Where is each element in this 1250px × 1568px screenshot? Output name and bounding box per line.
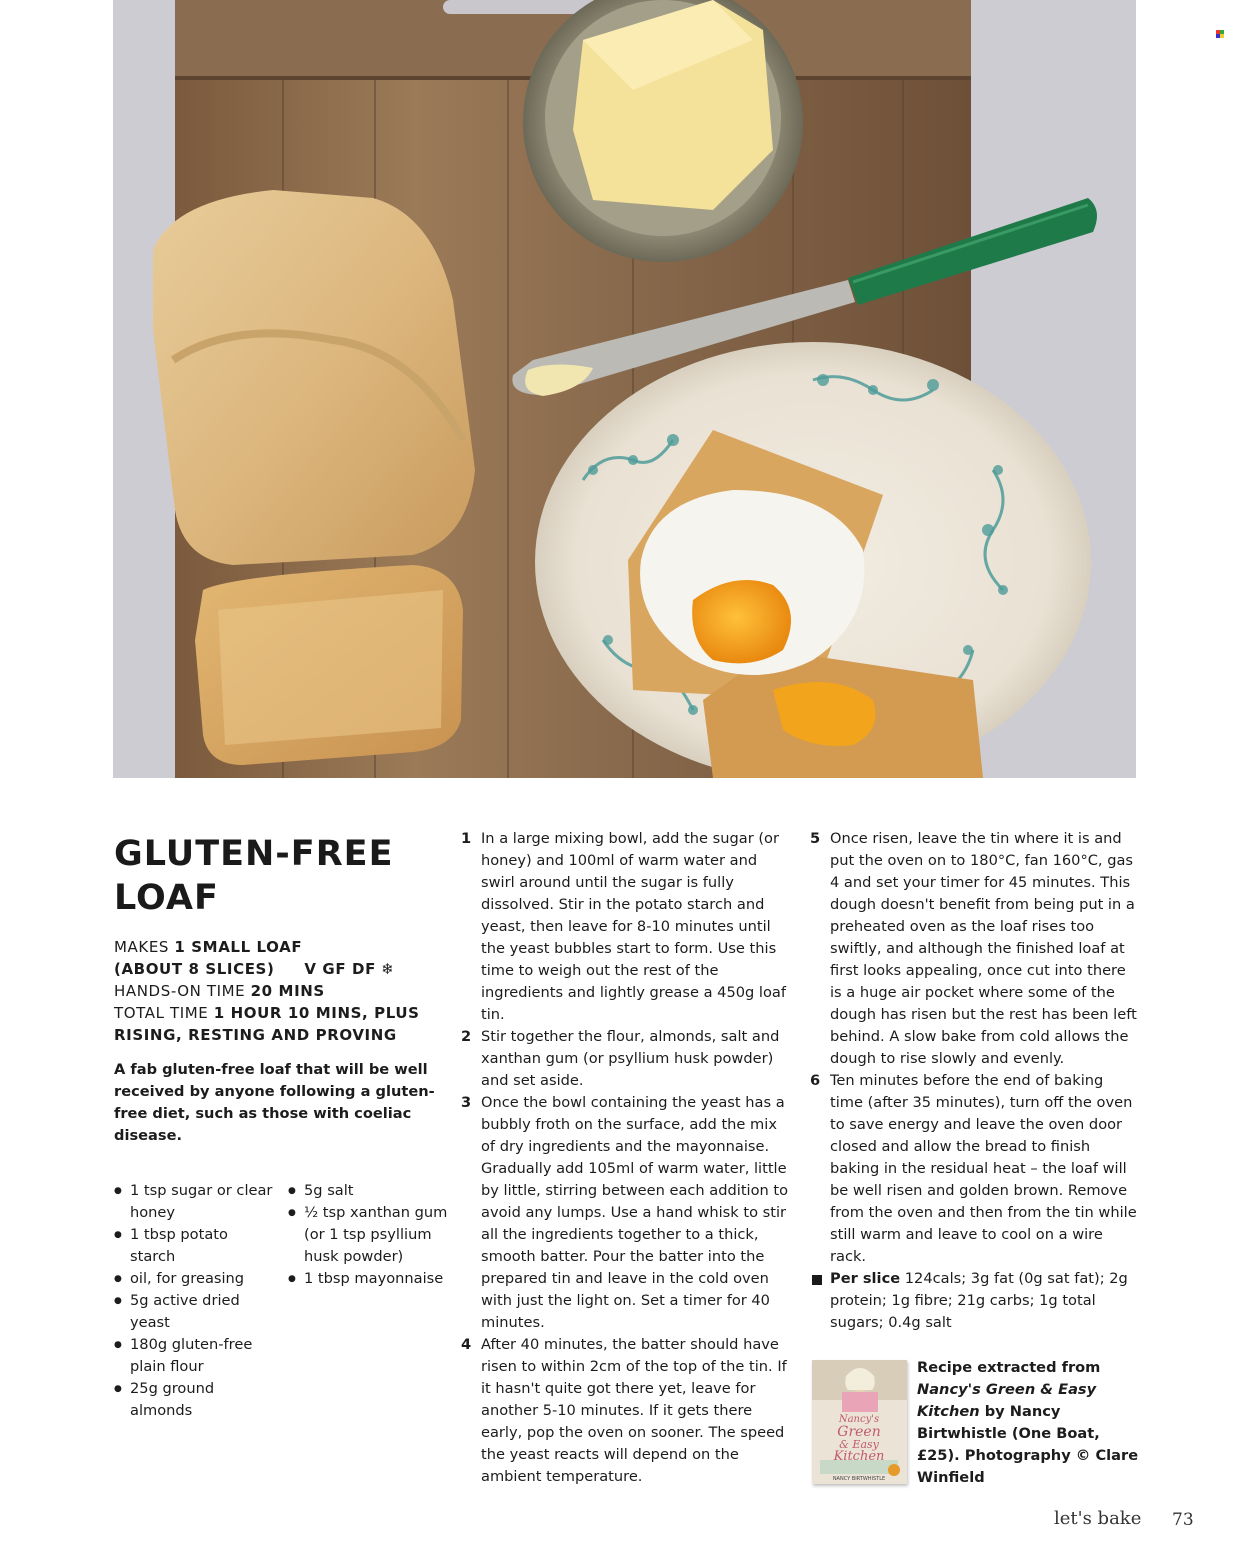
svg-text:Nancy's: Nancy's [838,1414,880,1425]
recipe-meta: MAKES 1 SMALL LOAF (ABOUT 8 SLICES) V GF DF ❄ HANDS-ON TIME 20 MINS TOTAL TIME 1 HOUR 10 MINS, PLUS RISING, RESTING AND PROVING [114,938,420,1044]
ingredient-item: ● 180g gluten-free plain flour [114,1334,274,1378]
method-steps-column-2 [810,828,1140,1334]
svg-text:& Easy: & Easy [839,1438,879,1451]
book-cover-image [812,1360,907,1484]
method-step: 5 Once risen, leave the tin where it is and put the oven on to 180°C, fan 160°C, gas 4 and set your timer for 45 minutes. This dough doesn't benefit from being put in a preheated oven as the loaf rises too swiftly, and although the finished loaf at first looks appealing, once cut into there is a huge air pocket where some of the dough has risen but the rest has been left behind. A slow bake from cold allows the dough to rise slowly and evenly. [810,830,1137,1067]
section-label: let's bake [1054,1508,1142,1529]
food-illustration [113,0,1136,778]
method-step: 6 Ten minutes before the end of baking time (after 35 minutes), turn off the oven to save energy and leave the oven door closed and allow the bread to finish baking in the residual heat – the loaf will be well risen and golden brown. Remove from the oven and then from the tin while still warm and leave to cool on a wire rack. [810,1072,1137,1265]
ingredient-item: ● 5g salt [288,1180,448,1202]
method-step: 3 Once the bowl containing the yeast has a bubbly froth on the surface, add the mix of dry ingredients and the mayonnaise. Gradually add 105ml of warm water, little by little, stirring between each addition to avoid any lumps. Use a hand whisk to stir all the ingredients together to a thick, smooth batter. Pour the batter into the prepared tin and leave in the cold oven with just the light on. Set a timer for 40 minutes. [461,1094,789,1331]
ingredient-item: ● 1 tbsp potato starch [114,1224,274,1268]
svg-text:NANCY BIRTWHISTLE: NANCY BIRTWHISTLE [832,1476,886,1482]
ingredient-item: ● 25g ground almonds [114,1378,274,1422]
ingredient-item: ● ½ tsp xanthan gum (or 1 tsp psyllium husk powder) [288,1202,448,1268]
svg-text:Green: Green [837,1424,881,1440]
method-step: 4 After 40 minutes, the batter should have risen to within 2cm of the top of the tin. If it hasn't quite got there yet, leave for another 5-10 minutes. If it gets there early, pop the oven on sooner. The speed the yeast reacts will depend on the ambient temperature. [461,1336,787,1485]
method-steps-column-1 [461,828,793,1488]
nutrition-info: Per slice 124cals; 3g fat (0g sat fat); 2g protein; 1g fibre; 21g carbs; 1g total sugars; 0.4g salt [810,1268,1140,1334]
svg-text:Kitchen: Kitchen [833,1449,885,1464]
recipe-credit: Recipe extracted from Nancy's Green & Easy Kitchen by Nancy Birtwhistle (One Boat, £25). Photography © Clare Winfield [917,1359,1139,1486]
method-step: 2 Stir together the flour, almonds, salt and xanthan gum (or psyllium husk powder) and set aside. [461,1028,780,1089]
bullet-square-icon [812,1275,822,1285]
ingredients-list-left [114,1180,274,1422]
diet-tags: V GF DF [304,960,376,978]
color-registration-mark [1216,30,1225,39]
page-number: 73 [1172,1510,1194,1530]
method-step: 1 In a large mixing bowl, add the sugar (or honey) and 100ml of warm water and swirl around until the sugar is fully dissolved. Stir in the potato starch and yeast, then leave for 8-10 minutes until the yeast bubbles start to form. Use this time to weigh out the rest of the ingredients and lightly grease a 450g loaf tin. [461,830,786,1023]
recipe-intro: A fab gluten-free loaf that will be well received by anyone following a gluten-free diet, such as those with coeliac disease. [114,1061,435,1144]
ingredient-item: ● 1 tbsp mayonnaise [288,1268,448,1290]
recipe-header [114,832,444,1162]
snowflake-icon: ❄ [381,960,395,978]
ingredient-item: ● 5g active dried yeast [114,1290,274,1334]
book-cover-art [812,1360,907,1484]
recipe-title: GLUTEN-FREE LOAF [114,834,394,918]
hero-photo [113,0,1136,778]
ingredient-item: ● oil, for greasing [114,1268,274,1290]
ingredient-item: ● 1 tsp sugar or clear honey [114,1180,274,1224]
ingredients-list-right [288,1180,448,1290]
